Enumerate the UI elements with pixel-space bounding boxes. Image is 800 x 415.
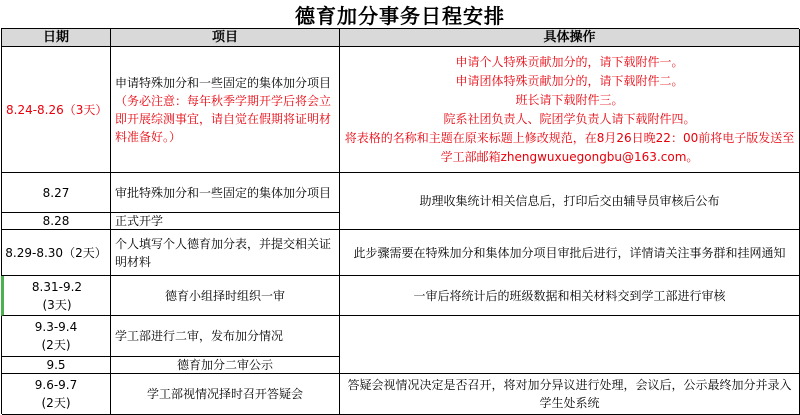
date-cell: 8.24-8.26（3天） <box>2 47 111 173</box>
ops-line: 将表格的名称和主题在原来标题上修改规范，在8月26日晚22：00前将电子版发送至学工部邮箱zhengwuxuegongbu@163.com。 <box>344 130 795 164</box>
date-duration: (2天) <box>41 396 71 410</box>
date-cell <box>1 276 111 316</box>
item-text: 申请特殊加分和一些固定的集体加分项目 <box>115 75 332 90</box>
ops-cell: 答疑会视情况决定是否召开，将对加分异议进行处理，会议后，公示最终加分并录入学生处系统 <box>340 374 800 415</box>
ops-cell: 助理收集统计相关信息后，打印后交由辅导员审核后公布 <box>340 173 800 230</box>
ops-cell <box>340 47 800 173</box>
date-range: 9.3-9.4 <box>34 320 78 334</box>
page-title: 德育加分事务日程安排 <box>295 3 505 28</box>
ops-cell-empty <box>340 316 800 374</box>
header-ops: 具体操作 <box>340 29 800 47</box>
date-range: 8.31-9.2 <box>31 279 83 294</box>
date-duration: (3天) <box>42 297 72 312</box>
date-cell: 8.28 <box>2 213 111 230</box>
date-cell: 8.27 <box>2 173 111 213</box>
item-cell: 学工部进行二审，发布加分情况 <box>111 316 340 357</box>
item-cell: 正式开学 <box>111 213 340 230</box>
item-note: （务必注意：每年秋季学期开学后将会立即开展综测事宜，请自觉在假期将证明材料准备好。） <box>115 93 332 144</box>
ops-line: 申请团体特殊贡献加分的，请下载附件二。 <box>455 73 684 88</box>
header-item: 项目 <box>111 29 340 47</box>
item-cell: 德育加分二审公示 <box>111 357 340 374</box>
item-cell: 个人填写个人德育加分表，并提交相关证明材料 <box>111 230 340 276</box>
item-cell <box>111 47 340 173</box>
date-duration: (2天) <box>41 338 71 352</box>
ops-cell: 此步骤需要在特殊加分和集体加分项目审批后进行，详情请关注事务群和挂网通知 <box>340 230 800 276</box>
header-date: 日期 <box>2 29 111 47</box>
item-cell: 审批特殊加分和一些固定的集体加分项目 <box>111 173 340 213</box>
schedule-table <box>1 28 799 414</box>
date-cell <box>2 374 111 415</box>
item-cell: 学工部视情况择时召开答疑会 <box>111 374 340 415</box>
item-cell: 德育小组择时组织一审 <box>111 276 340 316</box>
ops-line: 班长请下载附件三。 <box>515 92 624 107</box>
ops-cell: 一审后将统计后的班级数据和相关材料交到学工部进行审核 <box>340 276 800 316</box>
ops-line: 院系社团负责人、院团学负责人请下载附件四。 <box>443 111 696 126</box>
date-range: 9.6-9.7 <box>34 378 78 392</box>
date-cell: 9.5 <box>2 357 111 374</box>
ops-line: 申请个人特殊贡献加分的，请下载附件一。 <box>455 54 684 69</box>
date-cell <box>2 316 111 357</box>
date-cell: 8.29-8.30（2天） <box>2 230 111 276</box>
